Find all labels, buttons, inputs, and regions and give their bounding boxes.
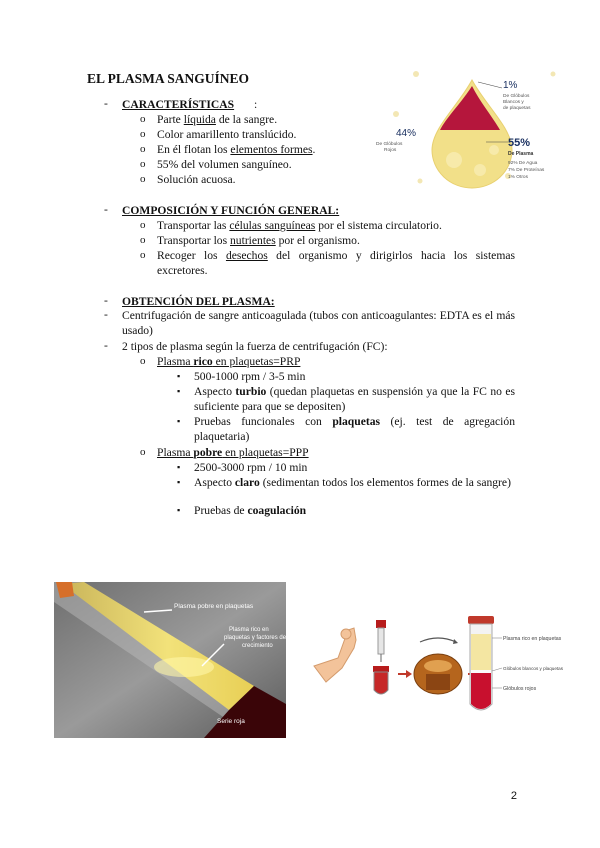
small-drop xyxy=(393,111,399,117)
small-drop xyxy=(413,71,419,77)
detail-item: Aspecto turbio (quedan plaquetas en suspensión ya que la FC no es suficiente para que se depositen) xyxy=(194,385,516,413)
small-drop xyxy=(551,72,556,77)
bullet-o: o xyxy=(140,234,146,246)
photo-label-prp-line2: plaquetas y factores de xyxy=(224,635,287,641)
bullet-square: ▪ xyxy=(177,371,181,381)
centrifugation-process-figure xyxy=(308,612,564,718)
dash-marker: - xyxy=(104,203,108,216)
section-heading-composicion: COMPOSICIÓN Y FUNCIÓN GENERAL: xyxy=(122,204,340,217)
right-sub: 1% Otros xyxy=(508,175,528,180)
detail-item: Aspecto claro (sedimentan todos los elementos formes de la sangre) xyxy=(194,476,511,489)
centrifuged-tube-photo xyxy=(54,582,286,738)
right-sub: 7% De Proteínas xyxy=(508,168,545,173)
paragraph: Centrifugación de sangre anticoagulada (tubos con anticoagulantes: EDTA es el más usado) xyxy=(122,309,515,337)
small-drop xyxy=(418,179,423,184)
photo-label-prp-line1: Plasma rico en xyxy=(229,627,269,633)
photo-label-red: Serie roja xyxy=(217,718,245,725)
top-label-line3: de plaquetas xyxy=(503,106,531,111)
right-label: De Plasma xyxy=(508,151,534,157)
bullet-o: o xyxy=(140,249,146,261)
dash-marker: - xyxy=(104,97,108,110)
detail-item: Pruebas de coagulación xyxy=(194,504,307,517)
detail-item: 2500-3000 rpm / 10 min xyxy=(194,461,308,474)
list-item: Recoger los desechos del organismo y dirigirlos hacia los sistemas excretores. xyxy=(157,249,515,277)
bullet-o: o xyxy=(140,143,146,155)
list-item: Transportar los nutrientes por el organismo. xyxy=(157,234,360,247)
bullet-o: o xyxy=(140,128,146,140)
bullet-o: o xyxy=(140,113,146,125)
bullet-o: o xyxy=(140,355,146,367)
label-buffy: Glóbulos blancos y plaquetas xyxy=(503,666,564,671)
photo-label-prp-line3: crecimiento xyxy=(242,643,273,649)
right-sub: 92% De Agua xyxy=(508,161,538,166)
bullet-o: o xyxy=(140,158,146,170)
dash-marker: - xyxy=(104,308,108,321)
paragraph: 2 tipos de plasma según la fuerza de centrifugación (FC): xyxy=(122,340,388,353)
section-heading-caracteristicas: CARACTERÍSTICAS xyxy=(122,98,235,111)
top-label-line2: Blancos y xyxy=(503,100,524,105)
detail-item: Pruebas funcionales con plaquetas (ej. test de agregación plaquetaria) xyxy=(194,415,515,443)
detail-item: 500-1000 rpm / 3-5 min xyxy=(194,370,306,383)
bullet-square: ▪ xyxy=(177,416,181,426)
list-item: Transportar las células sanguíneas por el sistema circulatorio. xyxy=(157,219,442,232)
top-label-line1: De Glóbulos xyxy=(503,94,530,99)
list-item: 55% del volumen sanguíneo. xyxy=(157,158,292,171)
dash-marker: - xyxy=(104,294,108,307)
section-heading-obtencion: OBTENCIÓN DEL PLASMA: xyxy=(122,295,275,308)
left-label-line1: De Glóbulos xyxy=(376,142,403,147)
bullet-square: ▪ xyxy=(177,505,181,515)
bullet-square: ▪ xyxy=(177,386,181,396)
bullet-o: o xyxy=(140,219,146,231)
list-item: En él flotan los elementos formes. xyxy=(157,143,316,156)
dash-marker: - xyxy=(104,339,108,352)
bullet-o: o xyxy=(140,446,146,458)
prp-heading: Plasma rico en plaquetas=PRP xyxy=(157,355,301,368)
label-plasma: Plasma rico en plaquetas xyxy=(503,636,562,642)
heading-colon: : xyxy=(254,98,258,111)
page-number: 2 xyxy=(510,790,517,802)
list-item: Parte líquida de la sangre. xyxy=(157,113,278,126)
blood-drop-infographic xyxy=(368,66,568,196)
ppp-heading: Plasma pobre en plaquetas=PPP xyxy=(157,446,309,459)
photo-label-ppp: Plasma pobre en plaquetas xyxy=(174,603,254,610)
bullet-square: ▪ xyxy=(177,462,181,472)
pct-left: 44% xyxy=(396,128,417,139)
bullet-o: o xyxy=(140,173,146,185)
list-item: Color amarillento translúcido. xyxy=(157,128,297,141)
list-item: Solución acuosa. xyxy=(157,173,236,186)
left-label-line2: Rojos xyxy=(384,148,397,153)
pct-top: 1% xyxy=(503,80,518,91)
syringe-icon xyxy=(376,620,386,628)
label-red: Glóbulos rojos xyxy=(503,686,537,692)
bullet-square: ▪ xyxy=(177,477,181,487)
pct-right: 55% xyxy=(508,137,531,149)
result-tube-cap xyxy=(468,616,494,624)
blood-tube-icon xyxy=(374,672,388,694)
page-title: EL PLASMA SANGUÍNEO xyxy=(87,71,250,86)
